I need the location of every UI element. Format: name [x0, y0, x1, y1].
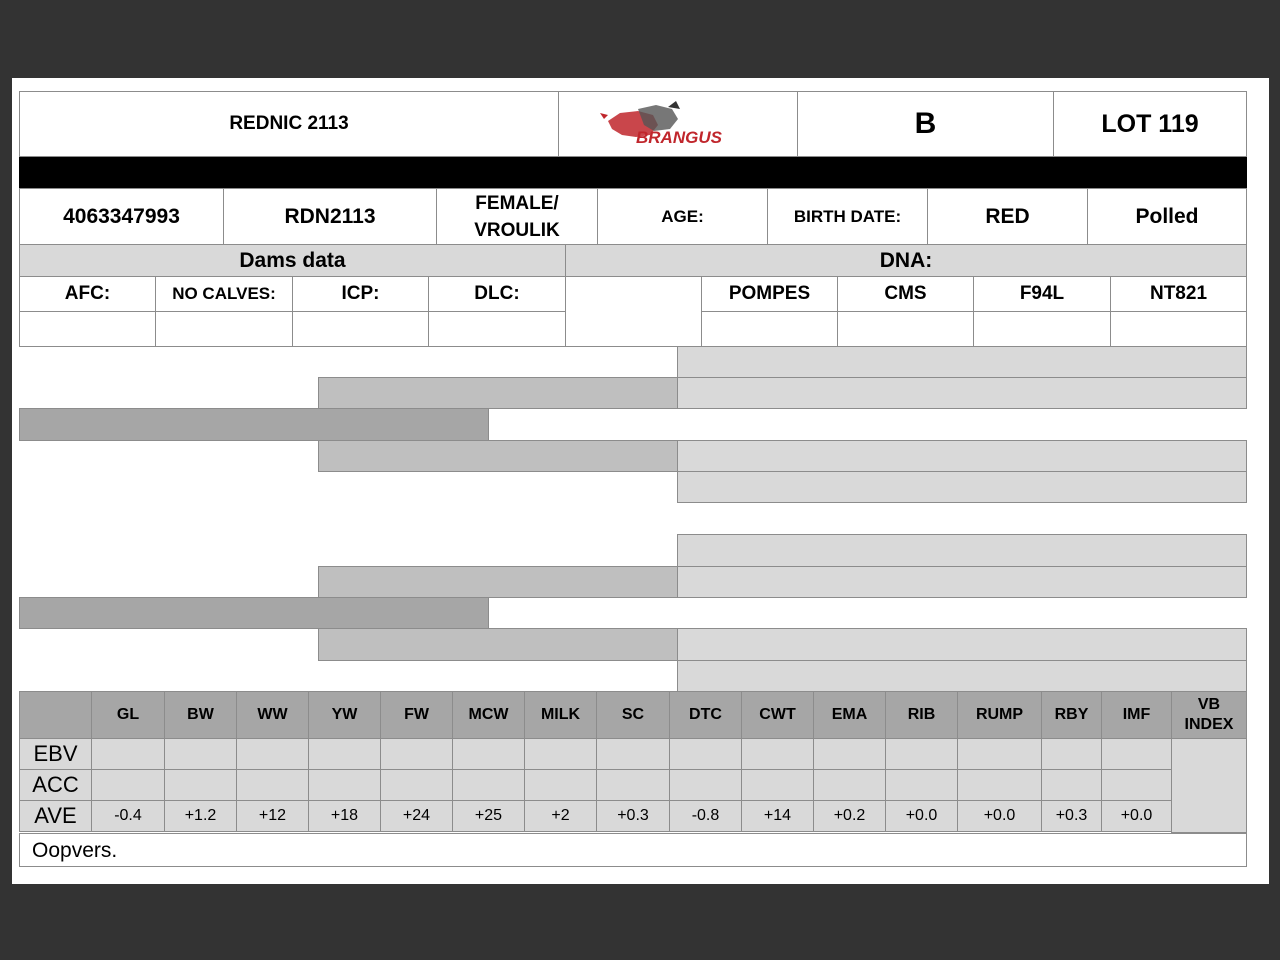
dna-col-pompes: POMPES	[701, 276, 838, 312]
pedigree-sire-sire-sire	[677, 346, 1247, 378]
ebv-col-bw: BW	[164, 691, 237, 739]
ebv-header-corner	[19, 691, 92, 739]
ebv-col-ema: EMA	[813, 691, 886, 739]
pedigree-dam-dam-sire	[677, 628, 1247, 661]
ebv-cell	[452, 738, 525, 770]
ebv-col-rby: RBY	[1041, 691, 1102, 739]
ebv-cell: +18	[308, 800, 381, 832]
ebv-cell: +1.2	[164, 800, 237, 832]
brangus-logo	[558, 91, 798, 157]
dams-data-title: Dams data	[19, 244, 566, 277]
sex-label: FEMALE/ VROULIK	[436, 188, 598, 245]
ebv-cell: +0.3	[1041, 800, 1102, 832]
pedigree-dam-dam-dam	[677, 660, 1247, 692]
ebv-cell	[957, 769, 1042, 801]
dams-icp-value	[292, 311, 429, 347]
dams-no-calves-value	[155, 311, 293, 347]
ebv-row-label-acc: ACC	[19, 769, 92, 801]
ebv-cell	[1101, 769, 1172, 801]
animal-name: REDNIC 2113	[19, 91, 559, 157]
ebv-cell: +0.2	[813, 800, 886, 832]
ebv-col-vb-index: VB INDEX	[1171, 691, 1247, 739]
pedigree-dam	[19, 597, 489, 629]
dna-pompes-value	[701, 311, 838, 347]
pedigree-dam-sire-dam	[677, 566, 1247, 598]
ebv-cell: +0.0	[957, 800, 1042, 832]
id-number: 4063347993	[19, 188, 224, 245]
ebv-col-yw: YW	[308, 691, 381, 739]
ebv-cell	[164, 769, 237, 801]
dams-col-icp: ICP:	[292, 276, 429, 312]
dams-afc-value	[19, 311, 156, 347]
pedigree-dam-sire	[318, 566, 678, 598]
grade-label: B	[797, 91, 1054, 157]
ebv-cell	[741, 769, 814, 801]
dams-col-dlc: DLC:	[428, 276, 566, 312]
ebv-cell	[813, 769, 886, 801]
ebv-cell	[885, 769, 958, 801]
ebv-cell: +25	[452, 800, 525, 832]
pedigree-sire-sire	[318, 377, 678, 409]
age-label: AGE:	[597, 188, 768, 245]
ebv-vb-index-value	[1171, 738, 1247, 833]
ebv-col-imf: IMF	[1101, 691, 1172, 739]
pedigree-sire-dam	[318, 440, 678, 472]
ebv-cell	[1041, 769, 1102, 801]
dams-col-no-calves: NO CALVES:	[155, 276, 293, 312]
ebv-col-ww: WW	[236, 691, 309, 739]
ebv-cell	[669, 769, 742, 801]
pedigree-dam-dam	[318, 628, 678, 661]
ebv-col-rump: RUMP	[957, 691, 1042, 739]
pedigree-sire	[19, 408, 489, 441]
ebv-cell: +0.3	[596, 800, 670, 832]
ebv-cell	[380, 738, 453, 770]
ebv-cell	[957, 738, 1042, 770]
ebv-cell	[741, 738, 814, 770]
dams-dlc-value	[428, 311, 566, 347]
dna-nt821-value	[1110, 311, 1247, 347]
pedigree-sire-dam-dam	[677, 471, 1247, 503]
ebv-cell	[308, 738, 381, 770]
pedigree-dam-sire-sire	[677, 534, 1247, 567]
pedigree-sire-dam-sire	[677, 440, 1247, 472]
remarks-label: Oopvers.	[32, 839, 118, 862]
ebv-col-milk: MILK	[524, 691, 597, 739]
ebv-cell	[91, 769, 165, 801]
colour-value: RED	[927, 188, 1088, 245]
ebv-row-label-ave: AVE	[19, 800, 92, 832]
ebv-cell: +24	[380, 800, 453, 832]
ebv-cell	[164, 738, 237, 770]
ebv-col-cwt: CWT	[741, 691, 814, 739]
ebv-cell: +0.0	[1101, 800, 1172, 832]
dna-blank-cell	[565, 276, 702, 347]
ebv-col-rib: RIB	[885, 691, 958, 739]
ebv-cell: +12	[236, 800, 309, 832]
ebv-cell	[236, 738, 309, 770]
dna-title: DNA:	[565, 244, 1247, 277]
dna-col-f94l: F94L	[973, 276, 1111, 312]
ebv-cell: +0.0	[885, 800, 958, 832]
lot-number: LOT 119	[1053, 91, 1247, 157]
dna-f94l-value	[973, 311, 1111, 347]
remarks-box	[19, 833, 1247, 867]
cattle-logo-icon	[598, 99, 758, 149]
ebv-row-label-ebv: EBV	[19, 738, 92, 770]
ebv-cell	[380, 769, 453, 801]
ebv-col-fw: FW	[380, 691, 453, 739]
ebv-cell: -0.8	[669, 800, 742, 832]
ebv-cell	[669, 738, 742, 770]
ebv-cell	[1101, 738, 1172, 770]
ebv-cell	[524, 738, 597, 770]
ebv-col-gl: GL	[91, 691, 165, 739]
ebv-cell	[236, 769, 309, 801]
ebv-cell	[308, 769, 381, 801]
tag-number: RDN2113	[223, 188, 437, 245]
ebv-cell	[596, 738, 670, 770]
dna-cms-value	[837, 311, 974, 347]
dams-col-afc: AFC:	[19, 276, 156, 312]
ebv-cell: -0.4	[91, 800, 165, 832]
ebv-cell	[1041, 738, 1102, 770]
ebv-cell	[813, 738, 886, 770]
pedigree-sire-sire-dam	[677, 377, 1247, 409]
ebv-col-dtc: DTC	[669, 691, 742, 739]
ebv-cell	[91, 738, 165, 770]
header-divider-bar	[19, 157, 1247, 188]
ebv-cell	[524, 769, 597, 801]
ebv-cell	[452, 769, 525, 801]
dna-col-nt821: NT821	[1110, 276, 1247, 312]
dna-col-cms: CMS	[837, 276, 974, 312]
ebv-col-sc: SC	[596, 691, 670, 739]
ebv-cell	[596, 769, 670, 801]
svg-text:BRANGUS: BRANGUS	[636, 128, 722, 147]
ebv-cell: +14	[741, 800, 814, 832]
ebv-cell: +2	[524, 800, 597, 832]
ebv-col-mcw: MCW	[452, 691, 525, 739]
birth-date-label: BIRTH DATE:	[767, 188, 928, 245]
ebv-cell	[885, 738, 958, 770]
horn-status: Polled	[1087, 188, 1247, 245]
